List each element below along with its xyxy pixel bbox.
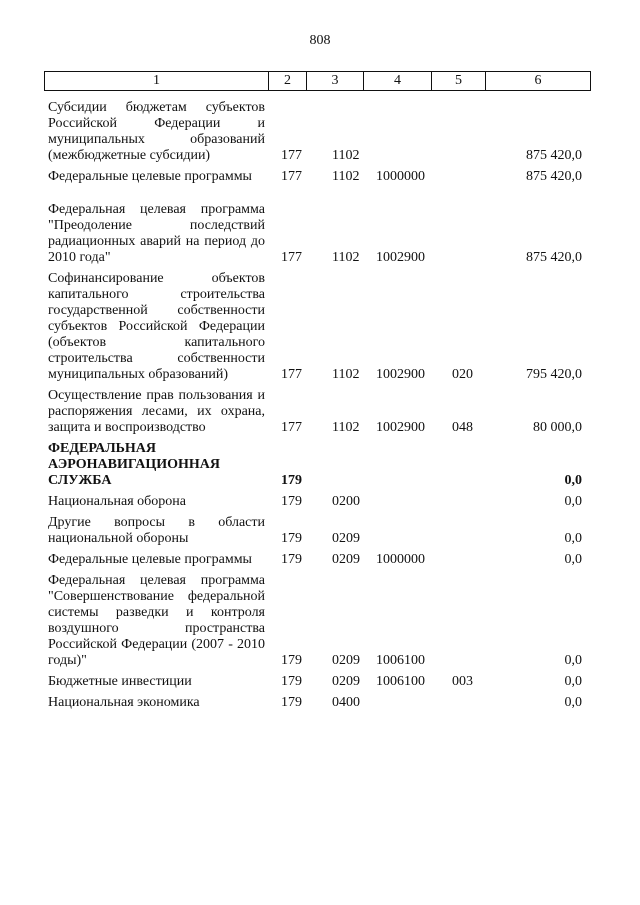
page-number: 808 bbox=[309, 33, 331, 48]
row-amount: 0,0 bbox=[564, 695, 582, 710]
row-name: Федеральная целевая программа "Совершенствование федеральной системы разведки и контроля воздушного пространства Российской Федерации (2007 - 2010 годы)" bbox=[48, 573, 265, 668]
table-row bbox=[0, 695, 640, 711]
row-section: 1102 bbox=[332, 367, 360, 382]
table-row bbox=[0, 271, 640, 383]
row-code: 177 bbox=[281, 250, 302, 265]
row-name: Национальная экономика bbox=[48, 695, 200, 710]
row-name: Федеральные целевые программы bbox=[48, 552, 252, 567]
row-amount: 0,0 bbox=[564, 674, 582, 689]
row-target: 1000000 bbox=[376, 169, 425, 184]
row-target: 1002900 bbox=[376, 420, 425, 435]
row-amount: 0,0 bbox=[564, 473, 582, 488]
row-amount: 795 420,0 bbox=[526, 367, 582, 382]
row-code: 179 bbox=[281, 494, 302, 509]
row-section: 0400 bbox=[332, 695, 360, 710]
row-section: 1102 bbox=[332, 148, 360, 163]
row-code: 179 bbox=[281, 653, 302, 668]
row-amount: 875 420,0 bbox=[526, 250, 582, 265]
row-name: Бюджетные инвестиции bbox=[48, 674, 192, 689]
row-target: 1002900 bbox=[376, 250, 425, 265]
row-target: 1006100 bbox=[376, 653, 425, 668]
row-section: 0200 bbox=[332, 494, 360, 509]
row-name: Софинансирование объектов капитального строительства государственной собственности субъектов Российской Федерации (объектов капитального строительства собственности муниципальных образований) bbox=[48, 271, 265, 382]
table-row bbox=[0, 674, 640, 690]
column-header-2: 2 bbox=[269, 72, 307, 91]
row-target: 1000000 bbox=[376, 552, 425, 567]
table-row bbox=[0, 552, 640, 568]
column-header-3: 3 bbox=[307, 72, 364, 91]
column-header-row bbox=[45, 72, 591, 91]
row-code: 177 bbox=[281, 148, 302, 163]
row-name: Национальная оборона bbox=[48, 494, 186, 509]
table-row bbox=[0, 515, 640, 547]
table-row bbox=[0, 202, 640, 266]
row-section: 0209 bbox=[332, 552, 360, 567]
row-name: ФЕДЕРАЛЬНАЯ АЭРОНАВИГАЦИОННАЯ СЛУЖБА bbox=[48, 441, 221, 488]
row-amount: 0,0 bbox=[564, 531, 582, 546]
budget-rows bbox=[0, 100, 640, 716]
row-target: 1002900 bbox=[376, 367, 425, 382]
row-expense-type: 048 bbox=[452, 420, 473, 435]
column-header-1: 1 bbox=[45, 72, 269, 91]
table-row-agency bbox=[0, 441, 640, 489]
row-section: 0209 bbox=[332, 674, 360, 689]
row-target: 1006100 bbox=[376, 674, 425, 689]
row-amount: 0,0 bbox=[564, 552, 582, 567]
row-code: 179 bbox=[281, 695, 302, 710]
table-row bbox=[0, 100, 640, 164]
row-amount: 875 420,0 bbox=[526, 169, 582, 184]
column-header-table bbox=[44, 71, 591, 91]
row-name: Федеральные целевые программы bbox=[48, 169, 252, 184]
row-code: 177 bbox=[281, 367, 302, 382]
row-section: 1102 bbox=[332, 169, 360, 184]
row-name: Субсидии бюджетам субъектов Российской Федерации и муниципальных образований (межбюджетные субсидии) bbox=[48, 100, 265, 163]
row-name: Другие вопросы в области национальной обороны bbox=[48, 515, 265, 546]
row-name: Федеральная целевая программа "Преодоление последствий радиационных аварий на период до 2010 года" bbox=[48, 202, 265, 265]
table-row bbox=[0, 573, 640, 669]
row-amount: 875 420,0 bbox=[526, 148, 582, 163]
row-section: 0209 bbox=[332, 653, 360, 668]
table-row bbox=[0, 494, 640, 510]
row-amount: 80 000,0 bbox=[533, 420, 582, 435]
row-expense-type: 003 bbox=[452, 674, 473, 689]
table-row bbox=[0, 388, 640, 436]
row-section: 1102 bbox=[332, 420, 360, 435]
row-amount: 0,0 bbox=[564, 653, 582, 668]
row-expense-type: 020 bbox=[452, 367, 473, 382]
row-code: 179 bbox=[281, 552, 302, 567]
column-header-5: 5 bbox=[432, 72, 486, 91]
row-code: 179 bbox=[281, 531, 302, 546]
column-header-6: 6 bbox=[486, 72, 591, 91]
row-section: 1102 bbox=[332, 250, 360, 265]
row-section: 0209 bbox=[332, 531, 360, 546]
column-header-4: 4 bbox=[364, 72, 432, 91]
row-code: 177 bbox=[281, 420, 302, 435]
table-row bbox=[0, 169, 640, 185]
row-code: 179 bbox=[281, 473, 302, 488]
row-amount: 0,0 bbox=[564, 494, 582, 509]
row-name: Осуществление прав пользования и распоряжения лесами, их охрана, защита и воспроизводство bbox=[48, 388, 265, 435]
row-code: 177 bbox=[281, 169, 302, 184]
row-code: 179 bbox=[281, 674, 302, 689]
